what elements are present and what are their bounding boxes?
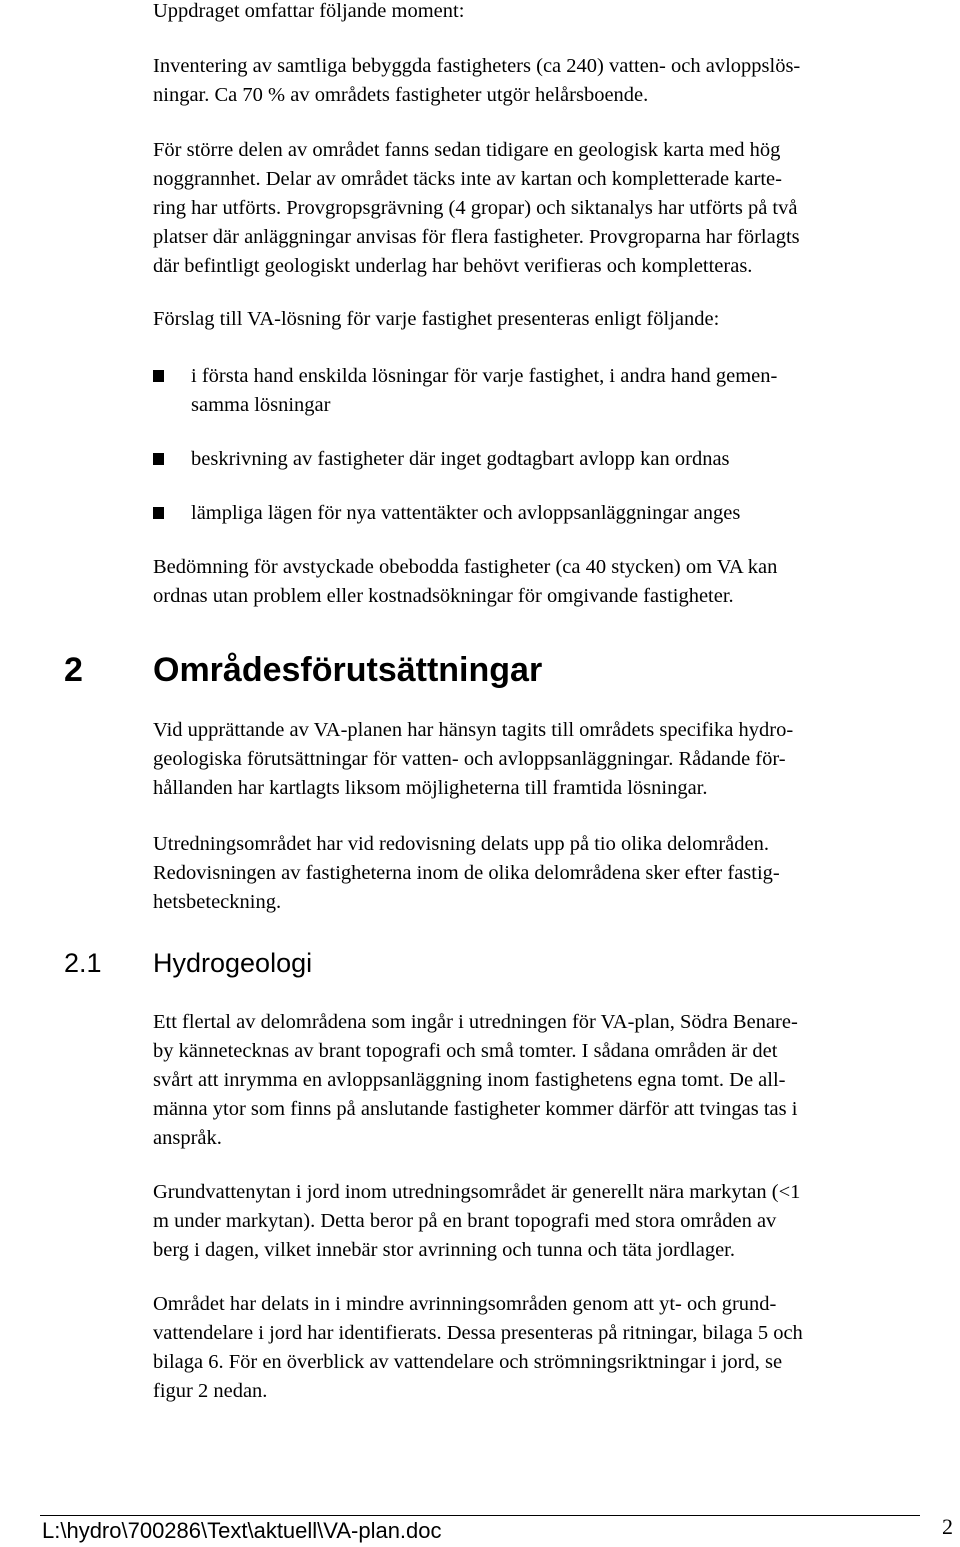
text-line: samma lösningar: [191, 394, 331, 416]
text-line: anspråk.: [153, 1127, 222, 1149]
inventory-paragraph: [153, 52, 958, 110]
text-line: figur 2 nedan.: [153, 1380, 268, 1402]
text-line: Förslag till VA-lösning för varje fastighet presenteras enligt följande:: [153, 308, 720, 330]
bullet-text: [191, 499, 740, 528]
text-line: platser där anläggningar anvisas för flera fastigheter. Provgroparna har förlagts: [153, 226, 800, 248]
square-bullet-icon: [153, 370, 164, 382]
text-line: Bedömning för avstyckade obebodda fastigheter (ca 40 stycken) om VA kan: [153, 556, 778, 578]
text-line: bilaga 6. För en överblick av vattendelare och strömningsriktningar i jord, se: [153, 1351, 783, 1373]
text-line: Vid upprättande av VA-planen har hänsyn tagits till områdets specifika hydro-: [153, 719, 794, 741]
hydrogeology-paragraph-2: [153, 1178, 958, 1265]
text-line: lämpliga lägen för nya vattentäkter och avloppsanläggningar anges: [191, 502, 741, 524]
subsection-number: 2.1: [64, 948, 102, 978]
text-line: Området har delats in i mindre avrinningsområden genom att yt- och grund-: [153, 1293, 777, 1315]
hydrogeology-paragraph-1: [153, 1008, 958, 1153]
text-line: i första hand enskilda lösningar för varje fastighet, i andra hand gemen-: [191, 365, 778, 387]
proposal-paragraph: [153, 305, 958, 334]
text-line: geologiska förutsättningar för vatten- och avloppsanläggningar. Rådande för-: [153, 748, 786, 770]
text-line: noggrannhet. Delar av området täcks inte av kartan och kompletterade karte-: [153, 168, 782, 190]
text-line: m under markytan). Detta beror på en brant topografi med stora områden av: [153, 1210, 777, 1232]
bullet-text: [191, 445, 730, 474]
square-bullet-icon: [153, 453, 164, 465]
text-line: Utredningsområdet har vid redovisning delats upp på tio olika delområden.: [153, 833, 769, 855]
text-line: männa ytor som finns på anslutande fastigheter kommer därför att tvingas tas i: [153, 1098, 798, 1120]
section-heading: Områdesförutsättningar: [153, 651, 543, 689]
subsection-heading: Hydrogeologi: [153, 948, 313, 978]
text-line: För större delen av området fanns sedan tidigare en geologisk karta med hög: [153, 139, 781, 161]
assessment-paragraph: [153, 553, 958, 611]
text-line: Uppdraget omfattar följande moment:: [153, 0, 465, 22]
square-bullet-icon: [153, 507, 164, 519]
bullet-text: [191, 362, 777, 420]
text-line: ningar. Ca 70 % av områdets fastigheter utgör helårsboende.: [153, 84, 649, 106]
text-line: hållanden har kartlagts liksom möjligheterna till framtida lösningar.: [153, 777, 708, 799]
text-line: by kännetecknas av brant topografi och små tomter. I sådana områden är det: [153, 1040, 778, 1062]
text-line: Ett flertal av delområdena som ingår i utredningen för VA-plan, Södra Benare-: [153, 1011, 798, 1033]
page-number: 2: [942, 1514, 953, 1539]
geology-paragraph: [153, 136, 958, 281]
footer-file-path: L:\hydro\700286\Text\aktuell\VA-plan.doc: [42, 1518, 442, 1543]
text-line: berg i dagen, vilket innebär stor avrinning och tunna och täta jordlager.: [153, 1239, 735, 1261]
intro-paragraph: [153, 0, 958, 26]
text-line: hetsbeteckning.: [153, 891, 282, 913]
text-line: svårt att inrymma en avloppsanläggning inom fastighetens egna tomt. De all-: [153, 1069, 786, 1091]
text-line: där befintligt geologiskt underlag har behövt verifieras och kompletteras.: [153, 255, 753, 277]
text-line: vattendelare i jord har identifierats. Dessa presenteras på ritningar, bilaga 5 och: [153, 1322, 803, 1344]
text-line: Inventering av samtliga bebyggda fastigheters (ca 240) vatten- och avloppslös-: [153, 55, 801, 77]
footer-divider: [40, 1515, 920, 1516]
text-line: Redovisningen av fastigheterna inom de olika delområdena sker efter fastig-: [153, 862, 780, 884]
text-line: Grundvattenytan i jord inom utredningsområdet är generellt nära markytan (<1: [153, 1181, 801, 1203]
section2-paragraph-2: [153, 830, 958, 917]
hydrogeology-paragraph-3: [153, 1290, 958, 1406]
section2-paragraph-1: [153, 716, 958, 803]
text-line: beskrivning av fastigheter där inget godtagbart avlopp kan ordnas: [191, 448, 730, 470]
text-line: ring har utförts. Provgropsgrävning (4 gropar) och siktanalys har utförts på två: [153, 197, 798, 219]
text-line: ordnas utan problem eller kostnadsökningar för omgivande fastigheter.: [153, 585, 734, 607]
section-number: 2: [64, 651, 83, 689]
